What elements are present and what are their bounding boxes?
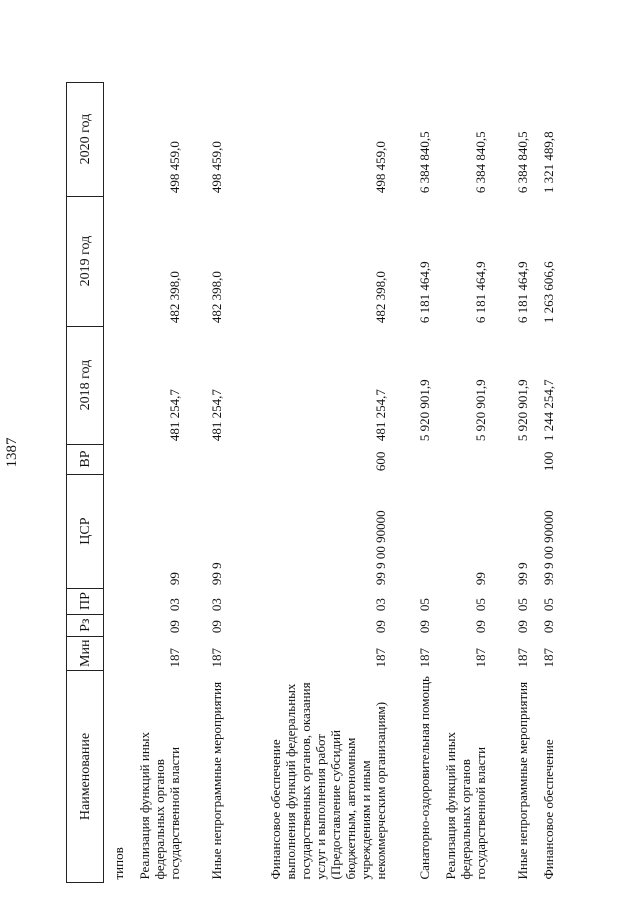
row-2019: 482 398,0 <box>372 271 388 324</box>
row-csr: 99 <box>472 572 488 586</box>
row-pr <box>104 588 126 614</box>
row-rz <box>104 614 126 636</box>
row-min: 187 <box>540 648 556 668</box>
row-min: 187 <box>416 648 432 668</box>
row-vr: 100 <box>540 451 556 472</box>
table-row <box>224 82 388 882</box>
table-row <box>182 82 224 882</box>
row-rz: 09 <box>416 620 432 634</box>
header-2020: 2020 год <box>67 82 104 196</box>
row-2020: 1 321 489,8 <box>540 131 556 194</box>
row-pr: 03 <box>166 598 182 612</box>
row-2018: 481 254,7 <box>166 389 182 442</box>
row-min: 187 <box>166 648 182 668</box>
row-csr: 99 9 <box>514 562 530 586</box>
row-2019: 6 181 464,9 <box>514 261 530 324</box>
header-rz: Рз <box>67 614 104 636</box>
row-vr <box>488 444 530 474</box>
row-min: 187 <box>472 648 488 668</box>
row-2020: 6 384 840,5 <box>514 131 530 194</box>
table-row <box>432 82 488 882</box>
header-pr: ПР <box>67 588 104 614</box>
row-name: Санаторно-оздоровительная помощь <box>416 676 432 880</box>
table-header-row <box>67 82 104 882</box>
row-csr <box>388 474 432 588</box>
row-2020: 498 459,0 <box>372 141 388 194</box>
row-rz: 09 <box>166 620 182 634</box>
row-min: 187 <box>372 648 388 668</box>
row-name: Иные непрограммные мероприятия <box>514 681 530 880</box>
page-number: 1387 <box>4 437 20 468</box>
row-csr: 99 9 <box>208 562 224 586</box>
row-pr: 05 <box>416 598 432 612</box>
row-min: 187 <box>208 648 224 668</box>
row-2019: 1 263 606,6 <box>540 261 556 324</box>
row-min <box>104 636 126 670</box>
row-name: типов <box>110 847 126 880</box>
row-2019: 6 181 464,9 <box>416 261 432 324</box>
table-row <box>488 82 530 882</box>
row-pr: 05 <box>472 598 488 612</box>
row-rz: 09 <box>208 620 224 634</box>
row-name: Финансовое обеспечение <box>540 739 556 880</box>
row-pr: 05 <box>540 598 556 612</box>
row-2019: 6 181 464,9 <box>472 261 488 324</box>
row-2020: 498 459,0 <box>166 141 182 194</box>
row-csr: 99 9 00 90000 <box>540 510 556 586</box>
row-vr: 600 <box>372 451 388 472</box>
row-csr: 99 <box>166 572 182 586</box>
row-2020: 6 384 840,5 <box>472 131 488 194</box>
row-vr <box>126 444 182 474</box>
row-2020: 6 384 840,5 <box>416 131 432 194</box>
row-pr: 05 <box>514 598 530 612</box>
row-rz: 09 <box>372 620 388 634</box>
row-2019: 482 398,0 <box>208 271 224 324</box>
row-vr <box>182 444 224 474</box>
row-2018: 481 254,7 <box>208 389 224 442</box>
row-2018: 5 920 901,9 <box>514 379 530 442</box>
header-2019: 2019 год <box>67 196 104 326</box>
row-2020 <box>104 82 126 196</box>
row-min: 187 <box>514 648 530 668</box>
row-vr <box>104 444 126 474</box>
row-name: Иные непрограммные мероприятия <box>208 681 224 880</box>
header-name: Наименование <box>67 671 104 883</box>
row-rz: 09 <box>540 620 556 634</box>
row-2018: 481 254,7 <box>372 389 388 442</box>
row-2019: 482 398,0 <box>166 271 182 324</box>
row-vr <box>388 444 432 474</box>
row-name: Финансовое обеспечение выполнения функций федеральных государственных органов, оказания услуг и выполнения работ (Предоставление субсидий бюджетным, автономным учреждениям и иным некоммерческим организациям) <box>267 682 388 880</box>
row-name: Реализация функций иных федеральных органов государственной власти <box>442 731 488 880</box>
row-csr: 99 9 00 90000 <box>372 510 388 586</box>
header-vr: ВР <box>67 444 104 474</box>
row-2019 <box>104 196 126 326</box>
row-2018: 5 920 901,9 <box>472 379 488 442</box>
row-rz: 09 <box>514 620 530 634</box>
row-rz: 09 <box>472 620 488 634</box>
header-min: Мин <box>67 636 104 670</box>
table-row <box>530 82 556 882</box>
header-csr: ЦСР <box>67 474 104 588</box>
row-pr: 03 <box>208 598 224 612</box>
row-2018 <box>104 326 126 444</box>
row-2020: 498 459,0 <box>208 141 224 194</box>
header-2018: 2018 год <box>67 326 104 444</box>
table-row <box>388 82 432 882</box>
table-row <box>126 82 182 882</box>
row-vr <box>432 444 488 474</box>
row-csr <box>104 474 126 588</box>
table-row <box>104 82 126 882</box>
row-2018: 5 920 901,9 <box>416 379 432 442</box>
row-2018: 1 244 254,7 <box>540 379 556 442</box>
row-pr: 03 <box>372 598 388 612</box>
budget-table <box>66 82 556 883</box>
row-name: Реализация функций иных федеральных органов государственной власти <box>136 731 182 880</box>
